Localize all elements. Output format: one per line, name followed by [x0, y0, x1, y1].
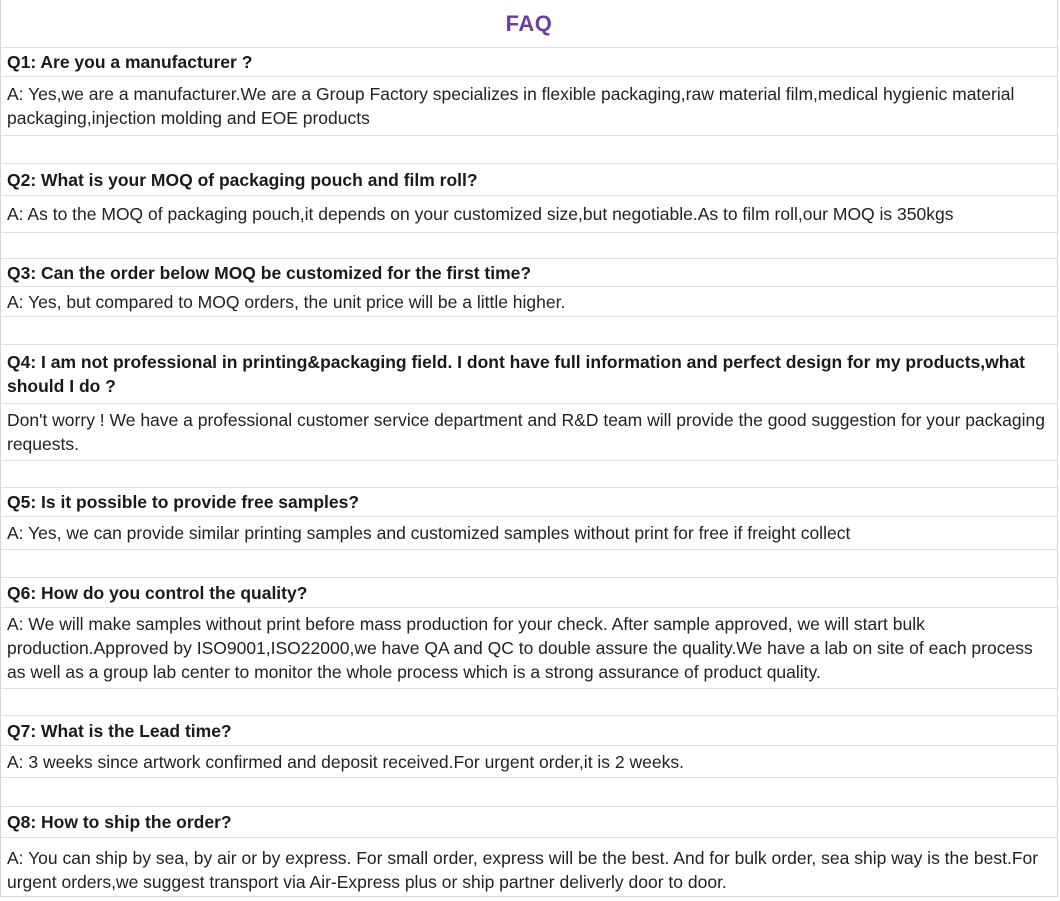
- faq-question-8: Q8: How to ship the order?: [7, 812, 232, 832]
- faq-question-row: [1, 578, 1057, 608]
- faq-answer-8: A: You can ship by sea, by air or by express. For small order, express will be the best. And for bulk order, sea ship way is the best.For urgent orders,we suggest transport via Air-Express plus or ship partner deliverly door to door.: [7, 847, 1039, 892]
- faq-spacer: [1, 778, 1057, 807]
- faq-answer-5: A: Yes, we can provide similar printing samples and customized samples without print for free if freight collect: [7, 523, 851, 543]
- faq-answer-row: [1, 404, 1057, 461]
- faq-question-row: [1, 807, 1057, 838]
- faq-spacer: [1, 233, 1057, 259]
- faq-question-7: Q7: What is the Lead time?: [7, 720, 232, 741]
- faq-spacer: [1, 461, 1057, 488]
- faq-question-row: [1, 345, 1057, 404]
- faq-answer-6: A: We will make samples without print before mass production for your check. After sample approved, we will start bulk production.Approved by ISO9001,ISO22000,we have QA and QC to double assure the quality.We have a lab on site of each process as well as a group lab center to monitor the whole process which is a strong assurance of product quality.: [7, 614, 1033, 682]
- faq-answer-row: [1, 287, 1057, 317]
- faq-answer-4: Don't worry ! We have a professional customer service department and R&D team will provide the good suggestion for your packaging requests.: [7, 410, 1045, 454]
- faq-question-3: Q3: Can the order below MOQ be customized for the first time?: [7, 262, 532, 283]
- faq-answer-row: [1, 517, 1057, 550]
- faq-answer-row: [1, 746, 1057, 778]
- faq-question-row: [1, 259, 1057, 287]
- faq-question-row: [1, 164, 1057, 196]
- faq-question-1: Q1: Are you a manufacturer ?: [7, 52, 253, 72]
- faq-question-2: Q2: What is your MOQ of packaging pouch and film roll?: [7, 169, 478, 190]
- faq-question-5: Q5: Is it possible to provide free samples?: [7, 492, 360, 512]
- faq-answer-row: [1, 608, 1057, 689]
- faq-spacer: [1, 689, 1057, 716]
- faq-question-6: Q6: How do you control the quality?: [7, 582, 308, 603]
- faq-question-row: [1, 716, 1057, 746]
- faq-answer-row: [1, 196, 1057, 233]
- faq-answer-row: [1, 838, 1057, 901]
- faq-answer-7: A: 3 weeks since artwork confirmed and deposit received.For urgent order,it is 2 weeks.: [7, 751, 684, 772]
- faq-answer-row: [1, 77, 1057, 136]
- faq-answer-1: A: Yes,we are a manufacturer.We are a Group Factory specializes in flexible packaging,raw material film,medical hygienic material packaging,injection molding and EOE products: [7, 84, 1015, 128]
- faq-question-row: [1, 48, 1057, 77]
- faq-answer-2: A: As to the MOQ of packaging pouch,it depends on your customized size,but negotiable.As to film roll,our MOQ is 350kgs: [7, 204, 954, 224]
- faq-spacer: [1, 317, 1057, 345]
- page-title: FAQ: [505, 10, 553, 36]
- faq-question-row: [1, 488, 1057, 517]
- faq-spacer: [1, 550, 1057, 578]
- faq-spacer: [1, 136, 1057, 164]
- faq-answer-3: A: Yes, but compared to MOQ orders, the unit price will be a little higher.: [7, 291, 566, 312]
- title-row: [1, 0, 1057, 48]
- faq-question-4: Q4: I am not professional in printing&packaging field. I dont have full information and perfect design for my products,what should I do ?: [7, 352, 1025, 396]
